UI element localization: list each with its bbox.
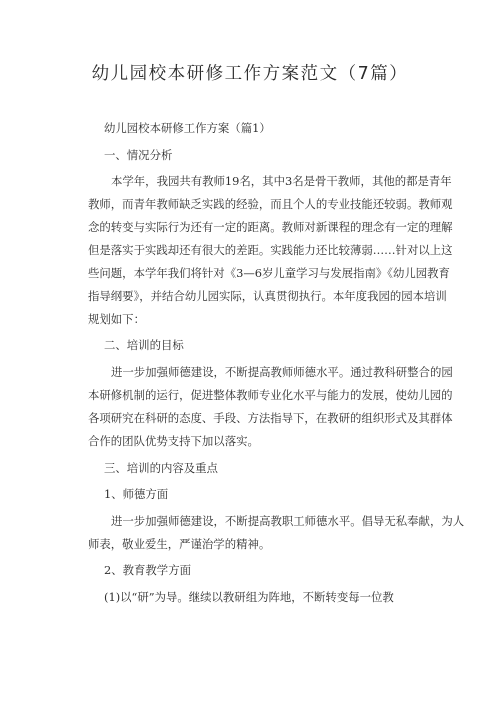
section3-sub2-line: (1)以“研”为导。继续以教研组为阵地，不断转变每一位教 [104, 590, 394, 604]
section2-heading: 二、培训的目标 [104, 338, 184, 352]
section1-heading: 一、情况分析 [104, 148, 173, 162]
section3-heading: 三、培训的内容及重点 [104, 461, 218, 475]
article-subtitle: 幼儿园校本研修工作方案（篇1） [104, 121, 271, 135]
section3-sub2-heading: 2、教育教学方面 [104, 563, 191, 577]
section2-line: 各项研究在科研的态度、手段、方法指导下，在教研的组织形式及其群体 [88, 411, 453, 425]
section1-line: 教师，而青年教师缺乏实践的经验，而且个人的专业技能还较弱。教师观 [88, 197, 453, 211]
section3-sub1-line: 师表，敬业爱生，严谨治学的精神。 [88, 537, 271, 551]
section1-line: 但是落实于实践却还有很大的差距。实践能力还比较薄弱……针对以上这 [88, 243, 453, 257]
section3-sub1-heading: 1、师德方面 [104, 487, 169, 501]
section2-line: 进一步加强师德建设，不断提高教师师德水平。通过教科研整合的园 [111, 365, 453, 379]
section1-line: 些问题，本学年我们将针对《3—6岁儿童学习与发展指南》《幼儿园教育 [88, 266, 450, 280]
section1-line: 指导纲要》，并结合幼儿园实际，认真贯彻执行。本年度我园的园本培训 [88, 289, 447, 303]
section1-line: 规划如下： [88, 312, 145, 326]
section1-line: 本学年，我园共有教师19名，其中3名是骨干教师，其他的都是青年 [111, 174, 452, 188]
document-title: 幼儿园校本研修工作方案范文（7篇） [91, 64, 409, 84]
section2-line: 合作的团队优势支持下加以落实。 [88, 434, 259, 448]
section2-line: 本研修机制的运行，促进整体教师专业化水平与能力的发展，使幼儿园的 [88, 388, 453, 402]
section3-sub1-line: 进一步加强师德建设，不断提高教职工师德水平。倡导无私奉献，为人 [111, 514, 465, 528]
section1-line: 念的转变与实际行为还有一定的距离。教师对新课程的理念有一定的理解 [88, 220, 453, 234]
